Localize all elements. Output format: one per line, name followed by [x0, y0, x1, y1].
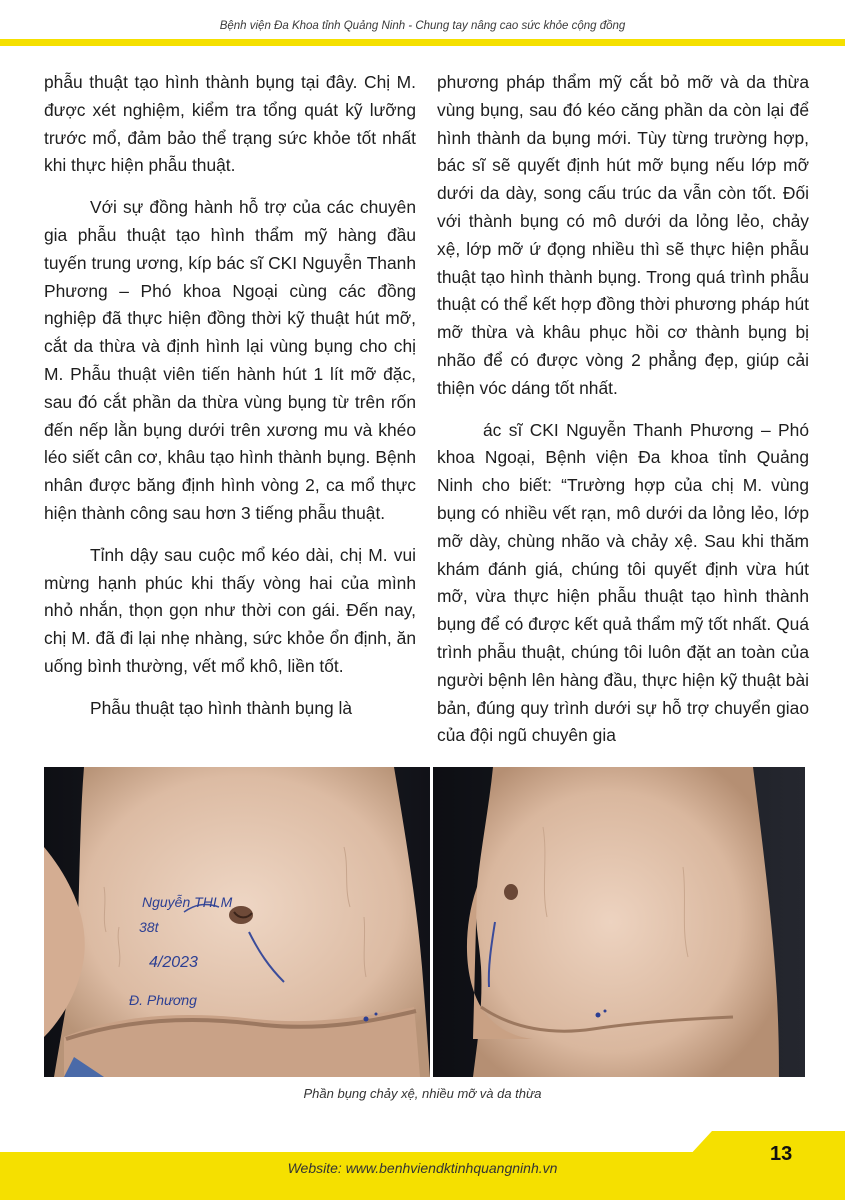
abdomen-side-photo [433, 767, 805, 1077]
header-bar [0, 39, 845, 46]
paragraph: ác sĩ CKI Nguyễn Thanh Phương – Phó khoa Ngoại, Bệnh viện Đa khoa tỉnh Quảng Ninh cho biết: “Trường hợp của chị M. vùng bụng có nhiều vết rạn, mô dưới da lỏng lẻo, lớp mỡ dày, chùng nhão và chảy xệ. Sau khi thăm khám đánh giá, chúng tôi quyết định vừa hút mỡ, vừa thực hiện phẫu thuật tạo hình thành bụng để có được kết quả thẩm mỹ tốt nhất. Quá trình phẫu thuật, chúng tôi luôn đặt an toàn của người bệnh lên hàng đầu, thực hiện kỹ thuật bài bản, đúng quy trình dưới sự hỗ trợ chuyển giao của đội ngũ chuyên gia [437, 419, 809, 746]
paragraph: phương pháp thẩm mỹ cắt bỏ mỡ và da thừa vùng bụng, sau đó kéo căng phần da còn lại để hình thành da bụng mới. Tùy từng trường hợp, bác sĩ sẽ quyết định hút mỡ bụng nếu lớp mỡ dưới da dày, song cấu trúc da vẫn còn tốt. Đối với thành bụng có mô dưới da lỏng lẻo, chảy xệ, lớp mỡ ứ đọng nhiều thì sẽ thực hiện phẫu thuật tạo hình thành bụng. Trong quá trình phẫu thuật có thể kết hợp đồng thời phương pháp hút mỡ thừa và khâu phục hồi cơ thành bụng bị nhão để có được vòng 2 phẳng đẹp, giúp cải thiện vóc dáng tốt nhất. [437, 72, 809, 398]
left-column [44, 69, 416, 737]
marking-age: 38t [139, 919, 159, 935]
website-link[interactable]: Website: www.benhviendktinhquangninh.vn [287, 1160, 558, 1176]
right-column [437, 69, 809, 764]
marking-date: 4/2023 [149, 954, 198, 971]
page-number: 13 [770, 1143, 793, 1165]
marking-doctor: Đ. Phương [129, 992, 197, 1008]
paragraph: phẫu thuật tạo hình thành bụng tại đây. Chị M. được xét nghiệm, kiểm tra tổng quát kỹ lưỡng trước mổ, đảm bảo thể trạng sức khỏe tốt nhất khi thực hiện phẫu thuật. [44, 72, 416, 176]
marking-name: Nguyễn THI M [142, 894, 233, 910]
photo-caption: Phần bụng chảy xệ, nhiều mỡ và da thừa [303, 1086, 542, 1101]
paragraph: Tỉnh dậy sau cuộc mổ kéo dài, chị M. vui mừng hạnh phúc khi thấy vòng hai của mình nhỏ nhắn, thọn gọn như thời con gái. Đến nay, chị M. đã đi lại nhẹ nhàng, sức khỏe ổn định, ăn uống bình thường, vết mổ khô, liền tốt. [44, 544, 416, 676]
paragraph: Với sự đồng hành hỗ trợ của các chuyên gia phẫu thuật tạo hình thẩm mỹ hàng đầu tuyến trung ương, kíp bác sĩ CKI Nguyễn Thanh Phương – Phó khoa Ngoại cùng các đồng nghiệp đã thực hiện đồng thời kỹ thuật hút mỡ, cắt da thừa và định hình lại vùng bụng cho chị M. Phẫu thuật viên tiến hành hút 1 lít mỡ đặc, sau đó cắt phần da thừa vùng bụng từ trên rốn đến nếp lằn bụng dưới trên xương mu và khéo léo siết cân cơ, khâu tạo hình thành bụng. Bệnh nhân được băng định hình vòng 2, ca mổ thực hiện thành công sau hơn 3 tiếng phẫu thuật. [44, 197, 416, 523]
abdomen-front-photo [44, 767, 430, 1077]
paragraph: Phẫu thuật tạo hình thành bụng là [90, 697, 353, 718]
header-title: Bệnh viện Đa Khoa tỉnh Quảng Ninh - Chung tay nâng cao sức khỏe cộng đồng [219, 20, 626, 32]
